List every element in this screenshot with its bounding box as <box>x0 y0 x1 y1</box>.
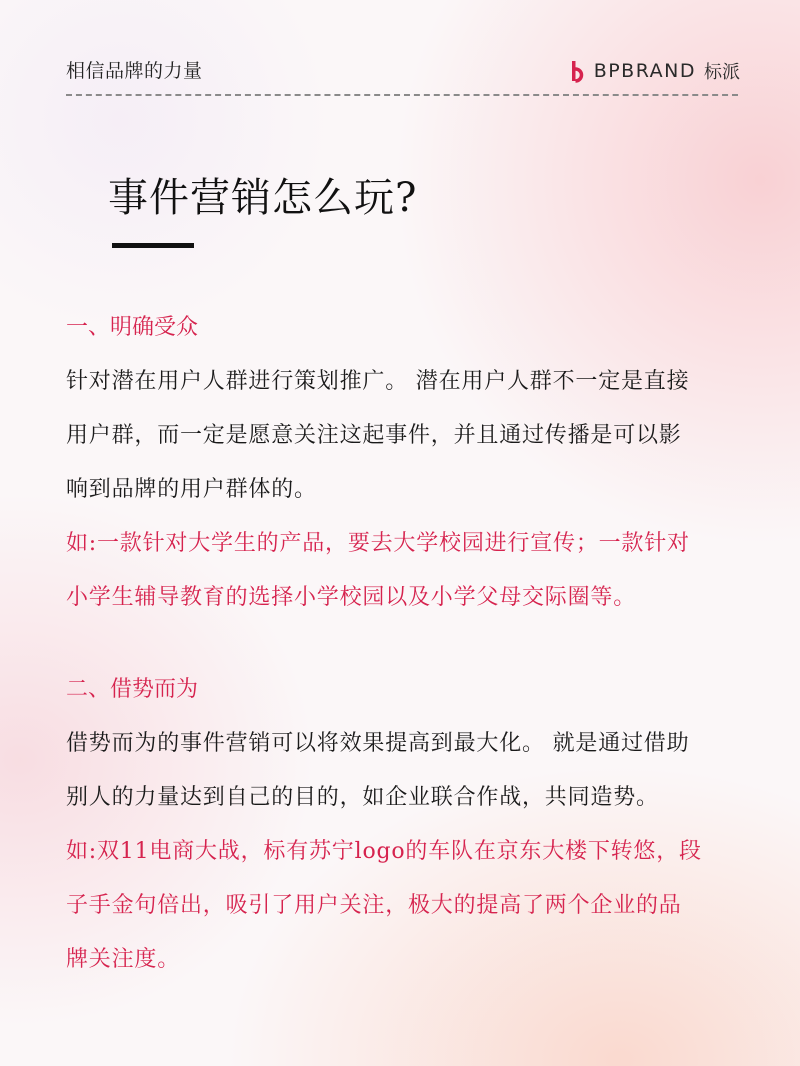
body-line: 响到品牌的用户群体的。 <box>66 477 317 502</box>
brand-logo <box>570 58 740 84</box>
body-line: 针对潜在用户人群进行策划推广。 潜在用户人群不一定是直接 <box>66 369 690 394</box>
page-title: 事件营销怎么玩? <box>108 175 418 221</box>
bp-logo-icon <box>570 59 588 83</box>
header-divider <box>66 94 738 96</box>
section-example <box>66 517 746 625</box>
body-line: 用户群，而一定是愿意关注这起事件，并且通过传播是可以影 <box>66 423 682 448</box>
section-heading: 二、借势而为 <box>66 677 199 702</box>
section-body <box>66 717 746 825</box>
section-1 <box>66 308 746 625</box>
section-body <box>66 355 746 517</box>
brand-name: BPBRAND <box>593 60 696 82</box>
section-2 <box>66 670 746 987</box>
example-line: 如:一款针对大学生的产品，要去大学校园进行宣传；一款针对 <box>66 531 690 556</box>
section-example <box>66 825 746 987</box>
body-line: 借势而为的事件营销可以将效果提高到最大化。 就是通过借助 <box>66 731 690 756</box>
example-line: 子手金句倍出，吸引了用户关注，极大的提高了两个企业的品 <box>66 893 682 918</box>
example-line: 牌关注度。 <box>66 947 181 972</box>
section-heading: 一、明确受众 <box>66 315 199 340</box>
title-underline <box>112 243 194 248</box>
example-line: 小学生辅导教育的选择小学校园以及小学父母交际圈等。 <box>66 585 637 610</box>
brand-name-cn: 标派 <box>704 62 740 83</box>
example-line: 如:双11电商大战，标有苏宁logo的车队在京东大楼下转悠，段 <box>66 839 702 864</box>
body-line: 别人的力量达到自己的目的，如企业联合作战，共同造势。 <box>66 785 659 810</box>
header-tagline: 相信品牌的力量 <box>66 60 203 82</box>
